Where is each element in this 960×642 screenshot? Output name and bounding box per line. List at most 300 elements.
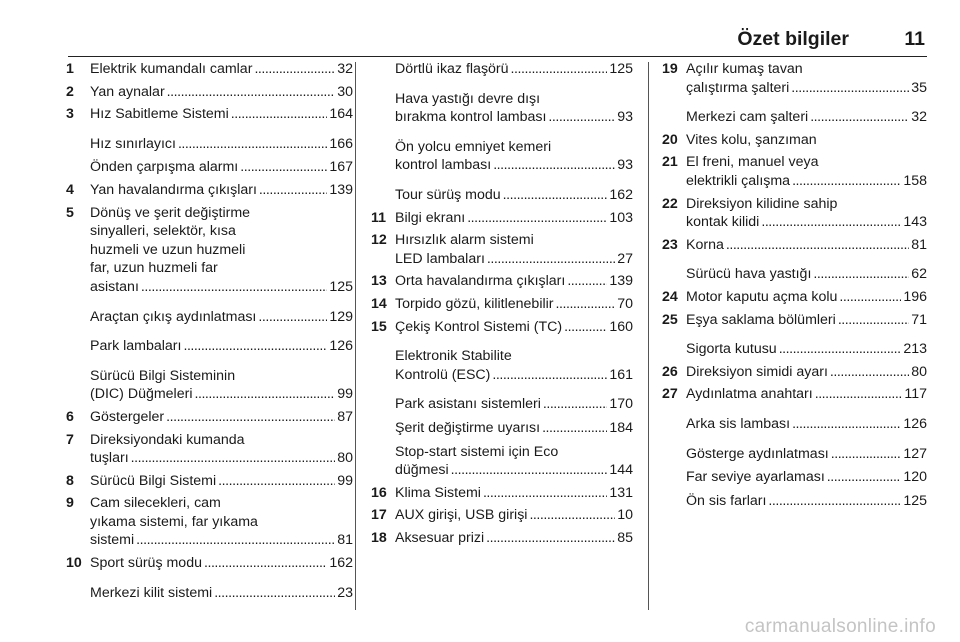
entry-title: elektrikli çalışma — [686, 172, 791, 189]
entry-number: 12 — [371, 232, 387, 249]
entry-number: 26 — [662, 363, 678, 380]
entry-row — [686, 172, 927, 191]
entry-text — [371, 60, 633, 79]
entry-page: 70 — [617, 295, 633, 312]
entry-title: Sigorta kutusu — [686, 341, 777, 358]
entry-page: 162 — [329, 555, 353, 572]
entry-text — [66, 83, 353, 102]
entry-line: Hırsızlık alarm sistemi — [395, 232, 534, 249]
entry-row — [686, 445, 927, 464]
entry-number: 1 — [66, 61, 74, 77]
entry-page: 80 — [337, 450, 353, 467]
entry-title: bırakma kontrol lambası — [395, 109, 547, 126]
entry-number: 21 — [662, 154, 678, 171]
index-entry — [662, 60, 927, 97]
entry-page: 139 — [609, 273, 633, 290]
entry-text — [66, 308, 353, 327]
entry-title: Gösterge aydınlatması — [686, 445, 829, 462]
entry-number: 7 — [66, 431, 74, 448]
entry-number: 14 — [371, 295, 387, 312]
entry-title: Orta havalandırma çıkışları — [395, 273, 566, 290]
index-entry — [66, 83, 353, 102]
dot-leader — [141, 278, 327, 297]
index-entry — [371, 272, 633, 291]
index-entry — [662, 288, 927, 307]
entry-text — [662, 415, 927, 434]
entry-row — [90, 472, 353, 491]
entry-title: Yan aynalar — [90, 83, 165, 100]
entry-row — [395, 60, 633, 79]
entry-text — [371, 209, 633, 228]
entry-text — [662, 265, 927, 284]
entry-row — [686, 311, 927, 330]
entry-row — [686, 265, 927, 284]
entry-page: 161 — [609, 366, 633, 383]
entry-title: AUX girişi, USB girişi — [395, 507, 528, 524]
index-entry — [66, 60, 353, 79]
entry-number: 5 — [66, 204, 74, 221]
index-entry — [371, 60, 633, 79]
entry-title: Göstergeler — [90, 408, 165, 425]
entry-text — [66, 204, 353, 297]
entry-row — [90, 278, 353, 297]
entry-page: 166 — [329, 135, 353, 152]
entry-number: 2 — [66, 83, 74, 100]
dot-leader — [254, 60, 335, 79]
entry-page: 184 — [609, 419, 633, 436]
index-entry — [66, 135, 353, 154]
entry-title: Merkezi kilit sistemi — [90, 584, 213, 601]
dot-leader — [779, 340, 902, 359]
entry-title: Direksiyon simidi ayarı — [686, 363, 828, 380]
entry-title: düğmesi — [395, 462, 449, 479]
entry-page: 85 — [617, 529, 633, 546]
entry-page: 93 — [617, 157, 633, 174]
entry-line: Direksiyon kilidine sahip — [686, 195, 838, 212]
index-entry — [662, 265, 927, 284]
entry-text — [66, 494, 353, 550]
entry-row — [395, 295, 633, 314]
entry-line: Elektronik Stabilite — [395, 348, 512, 365]
entry-row — [90, 385, 353, 404]
entry-title: Kontrolü (ESC) — [395, 366, 491, 383]
entry-text — [662, 195, 927, 232]
entry-number: 15 — [371, 318, 387, 335]
entry-row — [395, 318, 633, 337]
entry-row — [686, 415, 927, 434]
entry-text — [371, 295, 633, 314]
dot-leader — [792, 172, 901, 191]
entry-line: Açılır kumaş tavan — [686, 61, 803, 77]
dot-leader — [167, 83, 336, 102]
watermark: carmanualsonline.info — [744, 616, 936, 637]
dot-leader — [838, 311, 909, 330]
entry-number: 18 — [371, 529, 387, 546]
entry-text — [371, 395, 633, 414]
index-column-2 — [371, 60, 633, 547]
entry-page: 99 — [337, 386, 353, 403]
entry-number: 13 — [371, 273, 387, 290]
index-entry — [662, 340, 927, 359]
entry-number: 25 — [662, 311, 678, 328]
entry-number: 20 — [662, 131, 678, 148]
entry-text — [662, 445, 927, 464]
entry-page: 167 — [329, 159, 353, 176]
entry-page: 125 — [903, 492, 927, 509]
entry-title: Aksesuar prizi — [395, 529, 485, 546]
index-entry — [371, 506, 633, 525]
dot-leader — [467, 209, 607, 228]
entry-page: 144 — [609, 462, 633, 479]
page-number: 11 — [904, 28, 925, 50]
entry-page: 196 — [903, 288, 927, 305]
entry-row — [90, 135, 353, 154]
entry-row — [686, 79, 927, 98]
entry-page: 80 — [911, 363, 927, 380]
index-entry — [371, 186, 633, 205]
entry-page: 131 — [609, 484, 633, 501]
page-header — [68, 28, 927, 57]
dot-leader — [543, 395, 607, 414]
entry-number: 6 — [66, 408, 74, 425]
entry-line: El freni, manuel veya — [686, 154, 819, 171]
dot-leader — [194, 385, 335, 404]
entry-title: Korna — [686, 236, 724, 253]
index-entry — [662, 363, 927, 382]
entry-title: Park lambaları — [90, 338, 182, 355]
dot-leader — [548, 108, 615, 127]
entry-text — [662, 131, 927, 150]
dot-leader — [529, 506, 615, 525]
entry-page: 120 — [903, 469, 927, 486]
index-entry — [66, 181, 353, 200]
entry-row — [395, 366, 633, 385]
entry-title: Dörtlü ikaz flaşörü — [395, 61, 509, 77]
entry-page: 35 — [911, 79, 927, 96]
index-entry — [371, 209, 633, 228]
entry-row — [90, 60, 353, 79]
entry-line: Direksiyondaki kumanda — [90, 431, 245, 448]
entry-title: kontak kilidi — [686, 214, 760, 231]
entry-row — [90, 554, 353, 573]
entry-number: 17 — [371, 507, 387, 524]
dot-leader — [483, 484, 607, 503]
entry-number: 9 — [66, 495, 74, 512]
entry-page: 99 — [337, 472, 353, 489]
dot-leader — [839, 288, 901, 307]
index-entry — [662, 492, 927, 511]
index-entry — [662, 468, 927, 487]
index-column-3 — [662, 60, 927, 510]
index-entry — [66, 105, 353, 124]
entry-text — [371, 231, 633, 268]
entry-line: Stop-start sistemi için Eco — [395, 443, 559, 460]
dot-leader — [792, 415, 901, 434]
index-entry — [66, 431, 353, 468]
entry-title: Önden çarpışma alarmı — [90, 159, 239, 176]
index-entry — [662, 195, 927, 232]
entry-line: Cam silecekleri, cam — [90, 495, 221, 512]
entry-text — [662, 288, 927, 307]
entry-row — [395, 156, 633, 175]
dot-leader — [511, 60, 608, 79]
entry-page: 32 — [337, 61, 353, 77]
dot-leader — [791, 79, 909, 98]
entry-title: Şerit değiştirme uyarısı — [395, 419, 541, 436]
entry-text — [662, 385, 927, 404]
index-entry — [662, 131, 927, 150]
entry-text — [662, 492, 927, 511]
index-entry — [662, 445, 927, 464]
dot-leader — [564, 318, 607, 337]
index-entry — [66, 472, 353, 491]
entry-page: 126 — [903, 415, 927, 432]
entry-text — [371, 443, 633, 480]
dot-leader — [830, 363, 909, 382]
entry-text — [66, 105, 353, 124]
entry-title: Araçtan çıkış aydınlatması — [90, 308, 257, 325]
entry-page: 127 — [903, 445, 927, 462]
entry-title: Aydınlatma anahtarı — [686, 386, 813, 403]
entry-page: 81 — [911, 236, 927, 253]
dot-leader — [813, 265, 909, 284]
entry-text — [662, 153, 927, 190]
entry-text — [66, 60, 353, 79]
entry-title: Merkezi cam şalteri — [686, 109, 809, 126]
dot-leader — [810, 108, 909, 127]
entry-text — [662, 108, 927, 127]
index-entry — [662, 236, 927, 255]
entry-text — [371, 318, 633, 337]
entry-row — [90, 83, 353, 102]
entry-title: Hız Sabitleme Sistemi — [90, 106, 229, 123]
entry-page: 10 — [617, 507, 633, 524]
entry-row — [90, 308, 353, 327]
dot-leader — [136, 531, 335, 550]
entry-title: Yan havalandırma çıkışları — [90, 181, 257, 198]
entry-row — [395, 506, 633, 525]
entry-title: asistanı — [90, 278, 139, 295]
entry-row — [90, 531, 353, 550]
entry-text — [371, 90, 633, 127]
entry-row — [395, 529, 633, 548]
entry-row — [90, 158, 353, 177]
entry-row — [395, 461, 633, 480]
dot-leader — [231, 105, 328, 124]
entry-page: 125 — [609, 61, 633, 77]
entry-page: 30 — [337, 83, 353, 100]
index-entry — [662, 415, 927, 434]
dot-leader — [831, 445, 902, 464]
entry-page: 27 — [617, 250, 633, 267]
entry-title: Park asistanı sistemleri — [395, 396, 541, 413]
index-entry — [662, 108, 927, 127]
entry-text — [66, 135, 353, 154]
entry-row — [686, 492, 927, 511]
entry-text — [371, 506, 633, 525]
dot-leader — [178, 135, 327, 154]
entry-number: 11 — [371, 209, 386, 226]
index-entry — [371, 90, 633, 127]
entry-number: 10 — [66, 555, 82, 572]
index-entry — [371, 347, 633, 384]
entry-row — [395, 250, 633, 269]
entry-text — [371, 186, 633, 205]
dot-leader — [240, 158, 327, 177]
index-entry — [66, 584, 353, 603]
entry-page: 23 — [337, 584, 353, 601]
page-title: Özet bilgiler — [737, 28, 849, 50]
entry-line: Dönüş ve şerit değiştirme — [90, 204, 251, 221]
dot-leader — [768, 492, 901, 511]
entry-page: 87 — [337, 408, 353, 425]
entry-page: 160 — [609, 318, 633, 335]
entry-text — [662, 236, 927, 255]
dot-leader — [166, 408, 335, 427]
entry-title: (DIC) Düğmeleri — [90, 386, 193, 403]
entry-row — [395, 395, 633, 414]
entry-number: 22 — [662, 195, 678, 212]
entry-row — [686, 385, 927, 404]
entry-page: 32 — [911, 109, 927, 126]
index-column-1 — [66, 60, 353, 602]
entry-number: 19 — [662, 61, 678, 77]
entry-line: huzmeli ve uzun huzmeli — [90, 241, 246, 258]
entry-line: Hava yastığı devre dışı — [395, 90, 541, 107]
entry-page: 129 — [329, 308, 353, 325]
index-entry — [371, 419, 633, 438]
entry-text — [66, 472, 353, 491]
entry-page: 125 — [329, 278, 353, 295]
entry-page: 158 — [903, 172, 927, 189]
entry-text — [371, 347, 633, 384]
dot-leader — [542, 419, 607, 438]
entry-page: 139 — [329, 181, 353, 198]
entry-page: 162 — [609, 186, 633, 203]
entry-page: 71 — [911, 311, 927, 328]
entry-title: Hız sınırlayıcı — [90, 135, 176, 152]
entry-number: 24 — [662, 288, 678, 305]
entry-line: Sürücü Bilgi Sisteminin — [90, 367, 236, 384]
dot-leader — [726, 236, 909, 255]
column-divider — [648, 62, 649, 610]
dot-leader — [556, 295, 616, 314]
entry-page: 213 — [903, 341, 927, 358]
entry-row — [686, 288, 927, 307]
dot-leader — [258, 308, 327, 327]
entry-row — [686, 108, 927, 127]
entry-line: Vites kolu, şanzıman — [686, 131, 817, 148]
entry-text — [662, 363, 927, 382]
entry-number: 23 — [662, 236, 678, 253]
index-entry — [371, 395, 633, 414]
index-entry — [66, 367, 353, 404]
index-entry — [371, 295, 633, 314]
entry-text — [371, 138, 633, 175]
index-entry — [66, 337, 353, 356]
entry-title: Elektrik kumandalı camlar — [90, 61, 253, 77]
entry-text — [371, 272, 633, 291]
index-entry — [66, 494, 353, 550]
dot-leader — [492, 366, 607, 385]
entry-title: tuşları — [90, 450, 129, 467]
entry-row — [395, 209, 633, 228]
entry-title: kontrol lambası — [395, 157, 492, 174]
entry-text — [371, 419, 633, 438]
dot-leader — [259, 181, 327, 200]
entry-row — [90, 584, 353, 603]
entry-row — [395, 272, 633, 291]
entry-title: Çekiş Kontrol Sistemi (TC) — [395, 318, 563, 335]
entry-row — [395, 108, 633, 127]
entry-text — [662, 60, 927, 97]
entry-page: 164 — [329, 106, 353, 123]
entry-title: Tour sürüş modu — [395, 186, 501, 203]
index-entry — [662, 311, 927, 330]
entry-number: 4 — [66, 181, 74, 198]
index-entry — [66, 554, 353, 573]
dot-leader — [214, 584, 335, 603]
index-entry — [371, 231, 633, 268]
entry-title: Arka sis lambası — [686, 415, 791, 432]
entry-title: LED lambaları — [395, 250, 485, 267]
entry-text — [66, 337, 353, 356]
entry-text — [66, 554, 353, 573]
entry-number: 8 — [66, 472, 74, 489]
entry-title: Klima Sistemi — [395, 484, 481, 501]
entry-page: 93 — [617, 109, 633, 126]
index-entry — [662, 385, 927, 404]
entry-text — [371, 529, 633, 548]
entry-title: sistemi — [90, 532, 135, 549]
entry-row — [90, 105, 353, 124]
entry-page: 126 — [329, 338, 353, 355]
dot-leader — [131, 449, 336, 468]
entry-page: 117 — [904, 386, 927, 403]
entry-text — [662, 340, 927, 359]
entry-row — [90, 337, 353, 356]
dot-leader — [567, 272, 607, 291]
dot-leader — [183, 337, 327, 356]
dot-leader — [218, 472, 335, 491]
entry-row — [686, 236, 927, 255]
entry-row — [90, 449, 353, 468]
dot-leader — [761, 213, 901, 232]
dot-leader — [493, 156, 615, 175]
entry-text — [66, 584, 353, 603]
dot-leader — [487, 250, 615, 269]
entry-text — [66, 181, 353, 200]
entry-text — [66, 408, 353, 427]
entry-title: Sürücü hava yastığı — [686, 266, 812, 283]
index-entry — [371, 138, 633, 175]
index-entry — [371, 529, 633, 548]
entry-text — [662, 468, 927, 487]
entry-line: yıkama sistemi, far yıkama — [90, 513, 258, 530]
index-entry — [66, 408, 353, 427]
entry-text — [371, 484, 633, 503]
dot-leader — [503, 186, 608, 205]
entry-page: 62 — [911, 266, 927, 283]
dot-leader — [451, 461, 608, 480]
entry-text — [66, 367, 353, 404]
entry-row — [395, 186, 633, 205]
column-divider — [355, 62, 356, 610]
entry-title: Bilgi ekranı — [395, 209, 466, 226]
entry-text — [66, 431, 353, 468]
index-entry — [662, 153, 927, 190]
entry-line: Ön yolcu emniyet kemeri — [395, 138, 552, 155]
